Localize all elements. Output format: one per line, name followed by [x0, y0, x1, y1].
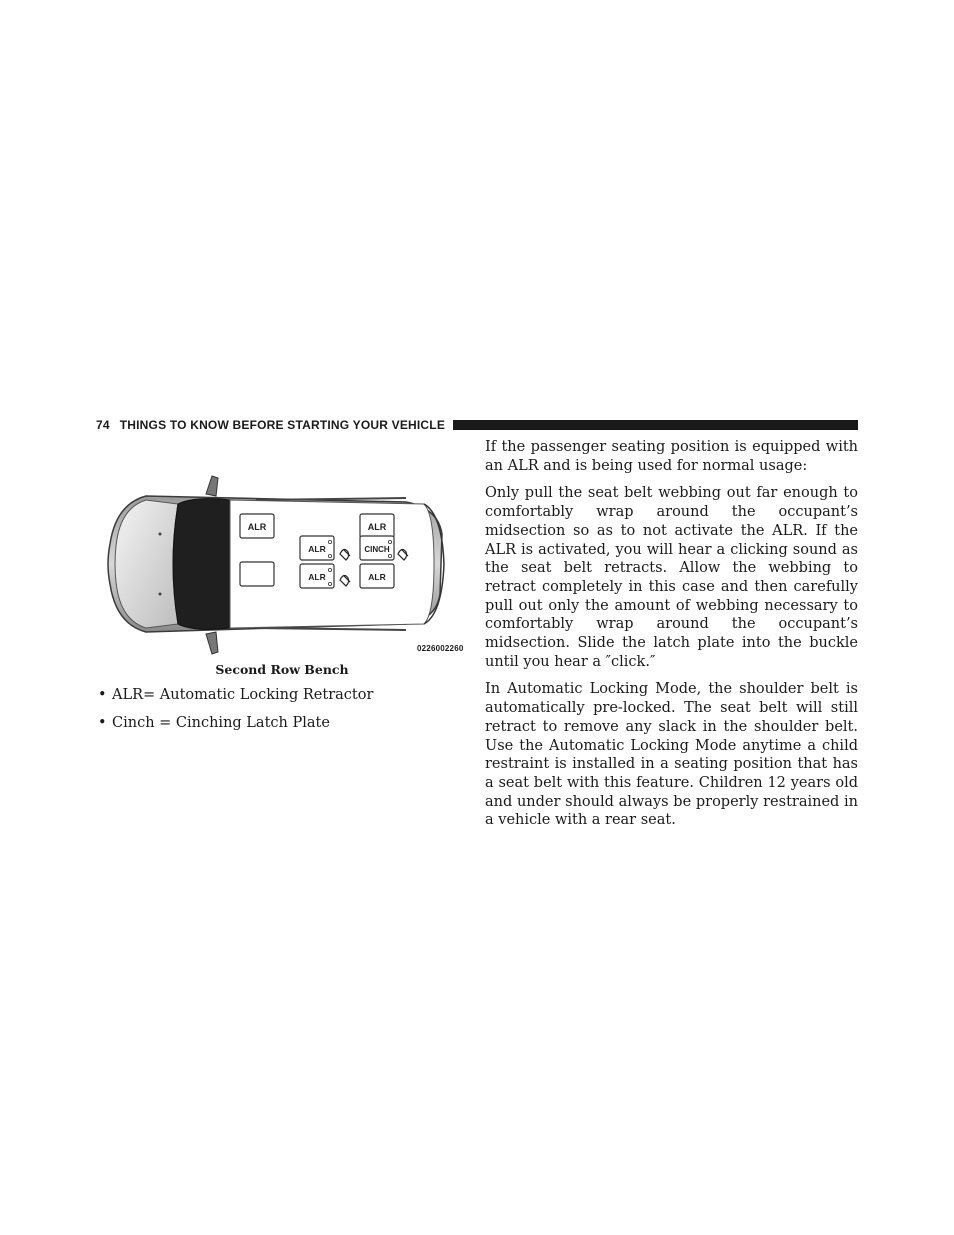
figure-caption-text: Second Row Bench	[215, 662, 349, 677]
second-row-left-seat-label-2: ALR	[308, 572, 326, 582]
vehicle-seating-diagram	[106, 474, 472, 658]
paragraph: Only pull the seat belt webbing out far enough to comfortably wrap around the occupant’s midsection so as to not activate the ALR. If the ALR is activated, you will hear a clicking sound as the seat belt retracts. Allow the webbing to retract completely in this case and then carefully pull out only the amount of webbing necessary to comfortably wrap around the occupant’s midsection. Slide the latch plate into the buckle until you hear a ″click.″	[485, 485, 858, 670]
cinch-seat-label: CINCH	[364, 545, 390, 554]
header-rule	[453, 420, 858, 430]
figure-caption	[96, 662, 468, 677]
page-number: 74	[96, 418, 110, 432]
list-item-text: Cinch = Cinching Latch Plate	[112, 715, 330, 731]
legend-list	[98, 686, 373, 742]
body-text-column	[485, 438, 858, 839]
bullet-icon: •	[98, 715, 107, 731]
vehicle-top-view-illustration	[106, 474, 472, 658]
paragraph: In Automatic Locking Mode, the shoulder belt is automatically pre-locked. The seat belt will still retract to remove any slack in the shoulder belt. Use the Automatic Locking Mode anytime a child restraint is installed in a seating position that has a seat belt with this feature. Children 12 years old and under should always be properly restrained in a vehicle with a rear seat.	[485, 681, 858, 829]
section-title: THINGS TO KNOW BEFORE STARTING YOUR VEHICLE	[119, 418, 446, 432]
list-item	[98, 714, 373, 732]
second-row-left-seat-label: ALR	[308, 544, 326, 554]
paragraph: If the passenger seating position is equipped with an ALR and is being used for normal usage:	[485, 439, 858, 474]
rear-right-seat-label: ALR	[367, 522, 387, 532]
list-item	[98, 686, 373, 704]
list-item-text: ALR= Automatic Locking Retractor	[112, 687, 374, 703]
rear-right-seat-label-2: ALR	[368, 572, 386, 582]
figure-code: 0226002260	[417, 644, 464, 653]
page-header	[96, 417, 858, 433]
bullet-icon: •	[98, 687, 107, 703]
front-left-seat-label: ALR	[247, 522, 267, 532]
